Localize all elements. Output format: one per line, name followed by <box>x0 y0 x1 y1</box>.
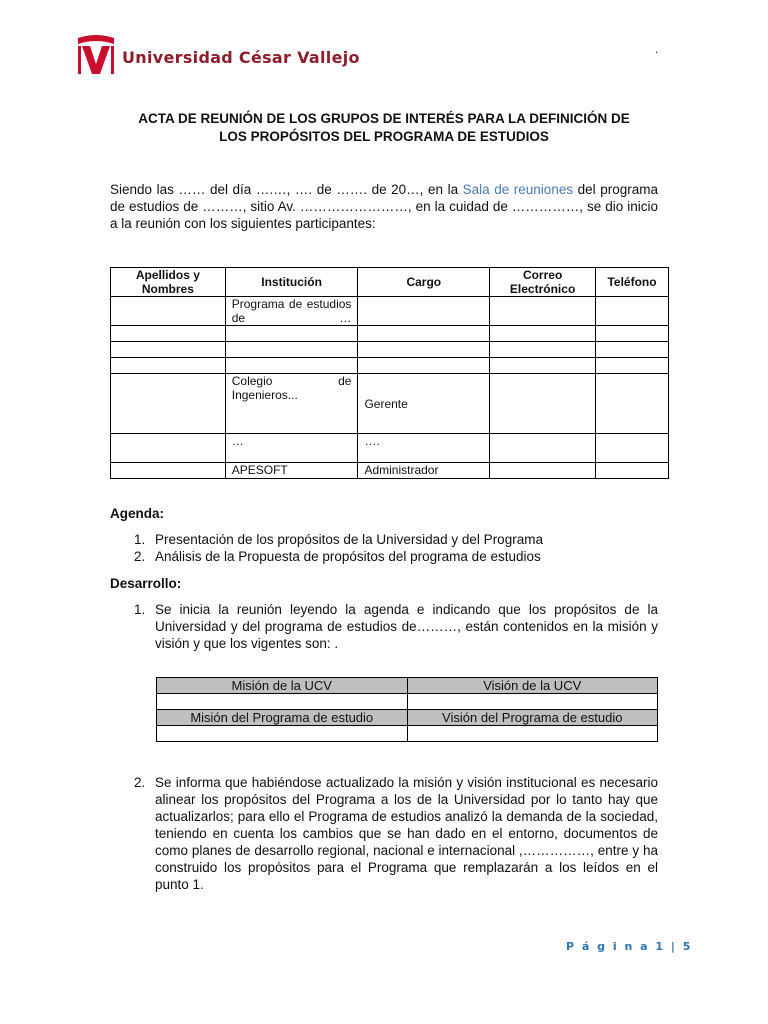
ucv-mission-header: Misión de la UCV <box>157 678 408 694</box>
university-logo-icon <box>78 34 114 74</box>
table-row <box>157 678 658 694</box>
list-item <box>110 548 658 565</box>
table-row <box>157 726 658 742</box>
table-cell <box>111 463 226 479</box>
table-cell <box>111 358 226 374</box>
development-list-1 <box>110 601 658 652</box>
table-cell <box>490 342 596 358</box>
col-header-phone: Teléfono <box>596 268 669 297</box>
participants-table <box>110 267 669 479</box>
table-cell <box>407 694 658 710</box>
table-row <box>111 463 669 479</box>
table-cell: Colegio de Ingenieros... <box>225 374 358 434</box>
table-cell <box>358 358 490 374</box>
intro-paragraph <box>110 181 658 232</box>
table-cell <box>111 434 226 463</box>
table-cell <box>358 342 490 358</box>
col-header-email: Correo Electrónico <box>490 268 596 297</box>
agenda-list <box>110 531 658 565</box>
table-row <box>111 326 669 342</box>
table-cell <box>407 726 658 742</box>
table-cell <box>358 297 490 326</box>
table-cell <box>490 434 596 463</box>
table-cell <box>596 326 669 342</box>
table-cell <box>596 358 669 374</box>
col-header-names: Apellidos y Nombres <box>111 268 226 297</box>
list-item-text: Se informa que habiéndose actualizado la misión y visión institucional es necesario alinear los propósitos del Programa a los de la Universidad por lo tanto hay que actualizarlos; para ello el Programa de estudios analizó la demanda de la sociedad, teniendo en cuenta los cambios que se han dado en el entorno, documentos de como planes de desarrollo regional, nacional e internacional ,……………, entre y ha construido los propósitos para el Programa que remplazarán a los leídos en el punto 1. <box>155 775 658 892</box>
intro-part-2: del programa de estudios de ………, sitio Av. ……………………, en la cuidad de ……………, se dio inicio a la reunión con los siguientes participantes: <box>110 182 658 231</box>
page-number: P á g i n a 1 | 5 <box>566 940 693 953</box>
program-mission-header: Misión del Programa de estudio <box>157 710 408 726</box>
list-item <box>110 601 658 652</box>
table-cell: Gerente <box>358 374 490 434</box>
table-cell <box>490 374 596 434</box>
ucv-vision-header: Visión de la UCV <box>407 678 658 694</box>
table-cell <box>490 463 596 479</box>
table-cell: Programa de estudios de … <box>225 297 358 326</box>
table-cell <box>225 358 358 374</box>
table-cell: APESOFT <box>225 463 358 479</box>
agenda-heading: Agenda: <box>110 506 164 521</box>
table-cell <box>490 358 596 374</box>
mission-vision-table <box>156 677 658 742</box>
table-cell <box>490 326 596 342</box>
table-row <box>111 358 669 374</box>
corner-mark: . <box>655 42 659 56</box>
title-line-2: LOS PROPÓSITOS DEL PROGRAMA DE ESTUDIOS <box>219 129 549 144</box>
program-vision-header: Visión del Programa de estudio <box>407 710 658 726</box>
list-number: 2. <box>134 549 146 564</box>
meeting-room-link[interactable]: Sala de reuniones <box>462 182 574 197</box>
table-cell <box>111 297 226 326</box>
table-cell <box>596 297 669 326</box>
table-cell <box>596 434 669 463</box>
title-line-1: ACTA DE REUNIÓN DE LOS GRUPOS DE INTERÉS PARA LA DEFINICIÓN DE <box>138 111 630 126</box>
table-cell <box>596 374 669 434</box>
development-list-2 <box>110 774 658 893</box>
table-cell: … <box>225 434 358 463</box>
table-row <box>157 710 658 726</box>
table-cell <box>225 342 358 358</box>
table-row <box>111 342 669 358</box>
list-number: 2. <box>134 775 146 790</box>
table-cell <box>596 342 669 358</box>
list-number: 1. <box>134 602 146 617</box>
document-title <box>110 110 658 146</box>
list-item <box>110 774 658 893</box>
table-cell <box>111 374 226 434</box>
table-row <box>111 297 669 326</box>
col-header-institution: Institución <box>225 268 358 297</box>
col-header-position: Cargo <box>358 268 490 297</box>
table-cell <box>225 326 358 342</box>
table-header-row <box>111 268 669 297</box>
table-row <box>111 434 669 463</box>
table-cell <box>111 326 226 342</box>
intro-part-1: Siendo las …… del día ….…, …. de ……. de 20…, en la <box>110 182 463 197</box>
table-cell <box>490 297 596 326</box>
development-heading: Desarrollo: <box>110 576 182 591</box>
table-cell <box>157 726 408 742</box>
table-cell <box>596 463 669 479</box>
list-item <box>110 531 658 548</box>
table-row <box>157 694 658 710</box>
university-name: Universidad César Vallejo <box>122 48 360 67</box>
table-cell <box>358 326 490 342</box>
table-cell <box>157 694 408 710</box>
table-row <box>111 374 669 434</box>
table-cell: Administrador <box>358 463 490 479</box>
list-item-text: Se inicia la reunión leyendo la agenda e indicando que los propósitos de la Universidad y del programa de estudios de………, están contenidos en la misión y visión y que los vigentes son: . <box>155 602 658 651</box>
table-cell <box>111 342 226 358</box>
list-item-text: Presentación de los propósitos de la Universidad y del Programa <box>155 532 543 547</box>
list-number: 1. <box>134 532 146 547</box>
list-item-text: Análisis de la Propuesta de propósitos del programa de estudios <box>155 549 541 564</box>
table-cell: …. <box>358 434 490 463</box>
